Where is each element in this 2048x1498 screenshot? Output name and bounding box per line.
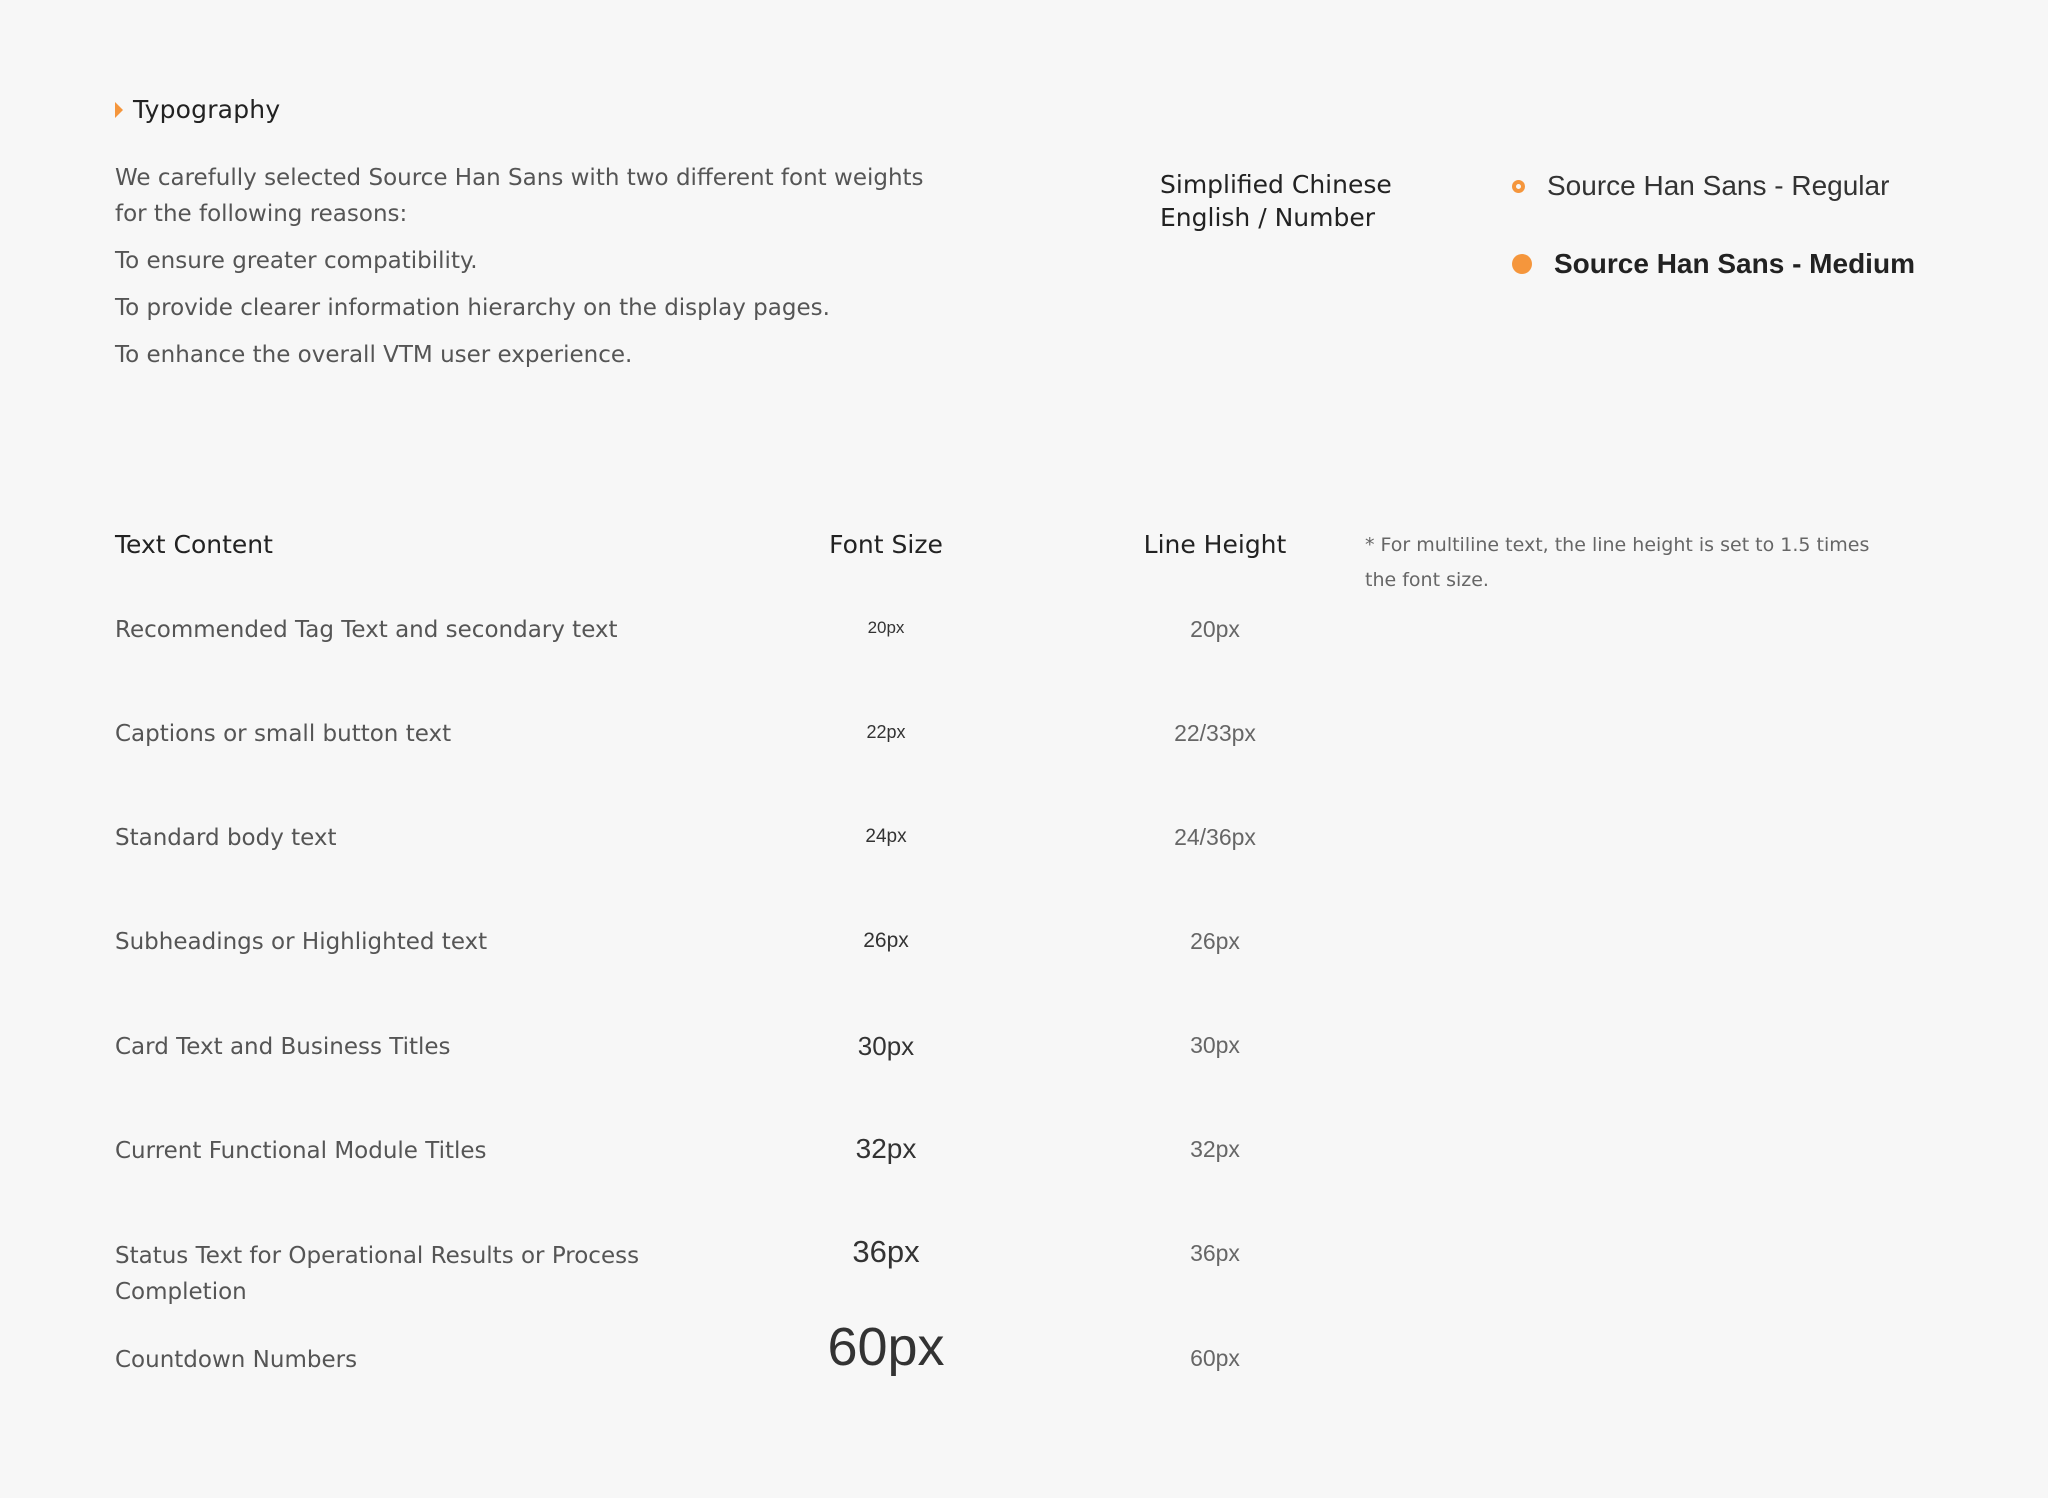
filled-circle-icon	[1512, 254, 1532, 274]
line-height-note: * For multiline text, the line height is set to 1.5 times the font size.	[1365, 534, 1870, 591]
row-line-height: 22/33px	[1174, 720, 1256, 746]
header-line-height: Line Height	[1143, 530, 1287, 559]
row-label: Captions or small button text	[115, 721, 452, 747]
row-font-size: 20px	[867, 618, 905, 637]
font-weight-label: Source Han Sans - Regular	[1547, 170, 1890, 201]
row-font-size: 32px	[855, 1133, 917, 1164]
row-label: Countdown Numbers	[115, 1347, 358, 1373]
row-label: Subheadings or Highlighted text	[115, 929, 488, 955]
font-weight-label: Source Han Sans - Medium	[1554, 248, 1915, 279]
hollow-circle-icon	[1512, 180, 1525, 193]
row-label: Current Functional Module Titles	[115, 1138, 487, 1164]
row-label: Status Text for Operational Results or Process Completion	[115, 1243, 640, 1305]
row-line-height: 20px	[1190, 616, 1240, 642]
row-line-height: 32px	[1190, 1136, 1240, 1162]
header-text-content: Text Content	[115, 530, 273, 559]
section-title: Typography	[133, 95, 281, 124]
row-line-height: 24/36px	[1174, 824, 1256, 850]
row-font-size: 22px	[866, 722, 906, 742]
intro-reason: To provide clearer information hierarchy on the display pages.	[115, 295, 830, 321]
row-font-size: 26px	[863, 929, 909, 952]
triangle-right-icon	[115, 102, 123, 118]
intro-reason: To ensure greater compatibility.	[115, 248, 478, 274]
row-line-height: 60px	[1190, 1345, 1240, 1371]
font-weight-list	[1512, 168, 1915, 324]
row-label: Recommended Tag Text and secondary text	[115, 617, 618, 643]
row-line-height: 36px	[1190, 1240, 1240, 1266]
font-weight-regular	[1512, 168, 1915, 204]
intro-reason: To enhance the overall VTM user experience.	[115, 342, 633, 368]
row-label: Standard body text	[115, 825, 337, 851]
intro-paragraph: We carefully selected Source Han Sans with two different font weights for the following reasons:	[115, 165, 924, 227]
section-header	[115, 95, 280, 124]
row-font-size: 30px	[857, 1031, 915, 1061]
intro-text	[115, 160, 955, 384]
font-category-english: English / Number	[1160, 203, 1376, 232]
row-font-size: 36px	[852, 1234, 920, 1269]
row-font-size: 24px	[865, 826, 907, 847]
row-font-size: 60px	[827, 1317, 945, 1377]
font-category-chinese: Simplified Chinese	[1160, 170, 1392, 199]
row-line-height: 26px	[1190, 928, 1240, 954]
row-label: Card Text and Business Titles	[115, 1034, 451, 1060]
row-line-height: 30px	[1190, 1032, 1240, 1058]
header-font-size: Font Size	[829, 530, 943, 559]
font-weight-medium	[1512, 246, 1915, 282]
font-categories	[1160, 168, 1392, 234]
